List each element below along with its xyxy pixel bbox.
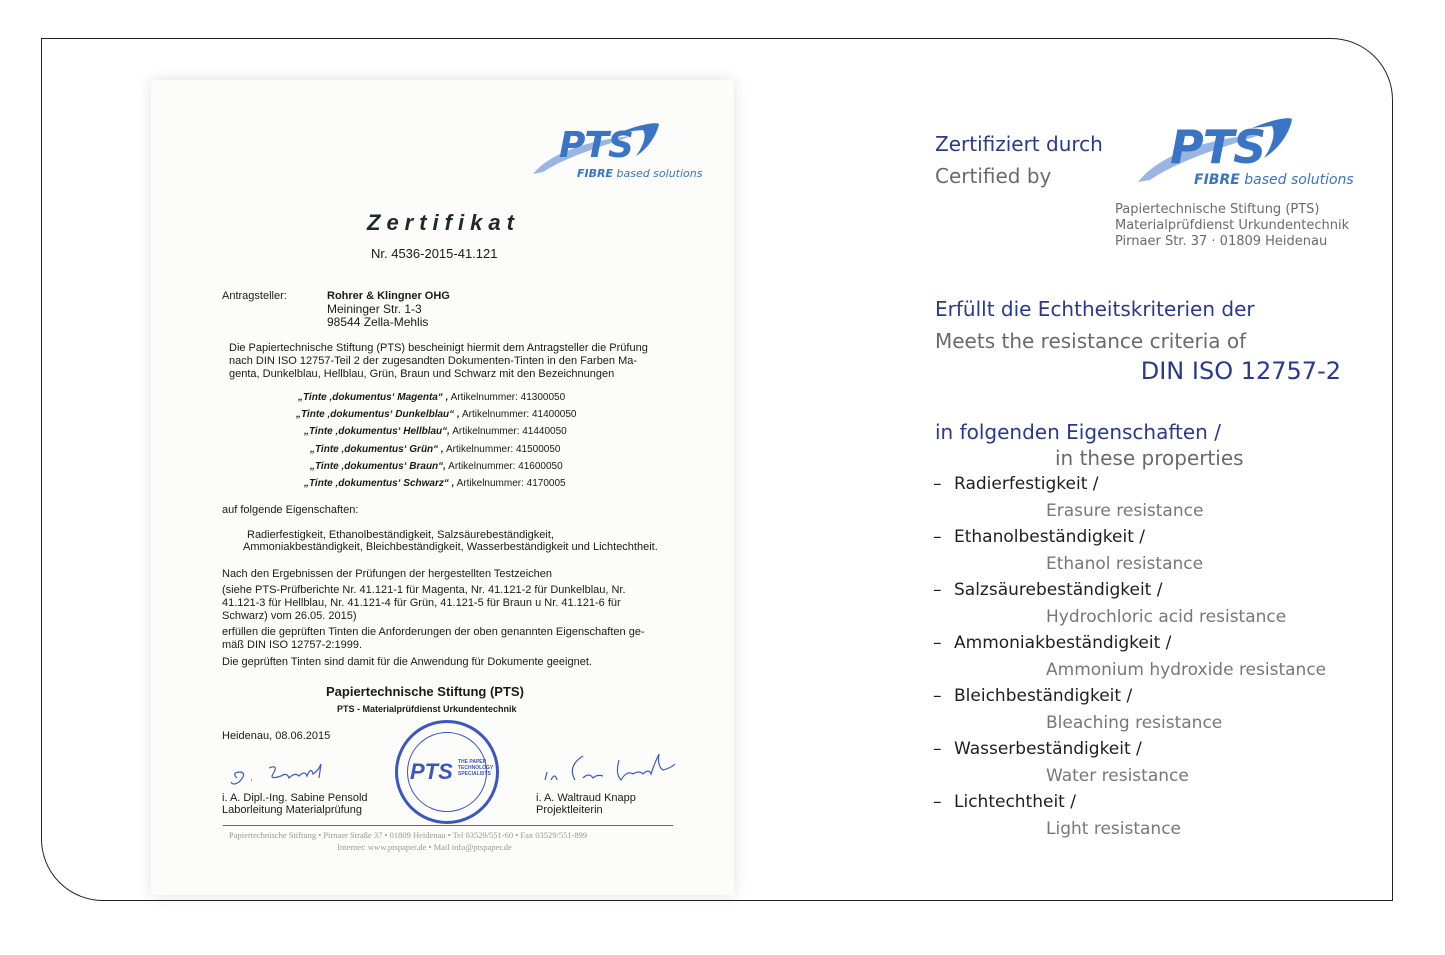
property-de: Lichtechtheit /: [954, 792, 1076, 812]
standard-name: DIN ISO 12757-2: [1140, 357, 1341, 385]
dash-icon: –: [933, 739, 942, 759]
property-de: Ethanolbeständigkeit /: [954, 527, 1145, 547]
properties-heading-en: in these properties: [1055, 446, 1244, 470]
criteria-de: Erfüllt die Echtheitskriterien der: [935, 297, 1255, 321]
results-line: erfüllen die geprüften Tinten die Anforderungen der oben genannten Eigenschaften ge-: [222, 626, 645, 638]
property-de: Radierfestigkeit /: [954, 474, 1099, 494]
pts-logo-large: [1136, 116, 1354, 192]
applicant-label: Antragsteller:: [222, 290, 287, 302]
certificate-document: [151, 80, 734, 895]
property-en: Hydrochloric acid resistance: [1046, 607, 1287, 627]
product-item: „Tinte ‚dokumentus‘ Dunkelblau“ , Artikelnummer: 41400050: [296, 409, 577, 420]
property-en: Water resistance: [1046, 766, 1189, 786]
property-en: Ammonium hydroxide resistance: [1046, 660, 1327, 680]
footer-divider: [223, 825, 673, 826]
properties-line: Ammoniakbeständigkeit, Bleichbeständigkeit, Wasserbeständigkeit und Lichtechtheit.: [243, 541, 658, 553]
official-stamp: PTS THE PAPER TECHNOLOGY SPECIALISTS: [395, 720, 499, 824]
properties-line: Radierfestigkeit, Ethanolbeständigkeit, Salzsäurebeständigkeit,: [247, 529, 554, 541]
footer-line: Papiertechnische Stiftung • Pirnaer Straße 37 • 01809 Heidenau • Tel 03529/551-60 • Fax 03529/551-899: [229, 830, 588, 840]
results-line: Nach den Ergebnissen der Prüfungen der hergestellten Testzeichen: [222, 568, 553, 580]
property-en: Light resistance: [1046, 819, 1182, 839]
property-de: Ammoniakbeständigkeit /: [954, 633, 1172, 653]
intro-line: Die Papiertechnische Stiftung (PTS) bescheinigt hiermit dem Antragsteller die Prüfung: [229, 342, 648, 354]
property-en: Bleaching resistance: [1046, 713, 1223, 733]
property-en: Ethanol resistance: [1046, 554, 1204, 574]
signer-1-title: Laborleitung Materialprüfung: [222, 804, 363, 816]
certificate-number: Nr. 4536-2015-41.121: [371, 246, 498, 261]
dash-icon: –: [933, 686, 942, 706]
certified-by-de: Zertifiziert durch: [935, 132, 1103, 156]
product-item: „Tinte ‚dokumentus‘ Braun“, Artikelnummer: 41600050: [310, 461, 563, 472]
property-de: Salzsäurebeständigkeit /: [954, 580, 1163, 600]
dash-icon: –: [933, 527, 942, 547]
dash-icon: –: [933, 792, 942, 812]
applicant-city: 98544 Zella-Mehlis: [327, 315, 429, 329]
product-item: „Tinte ‚dokumentus‘ Schwarz“ , Artikelnummer: 4170005: [304, 478, 566, 489]
property-en: Erasure resistance: [1046, 501, 1204, 521]
properties-label: auf folgende Eigenschaften:: [222, 504, 359, 516]
certified-by-en: Certified by: [935, 164, 1052, 188]
property-de: Bleichbeständigkeit /: [954, 686, 1133, 706]
dash-icon: –: [933, 580, 942, 600]
results-line: mäß DIN ISO 12757-2:1999.: [222, 639, 363, 651]
logo-brand: PTS: [1170, 120, 1266, 174]
logo-tagline: FIBRE based solutions: [1194, 172, 1354, 188]
logo-tagline: FIBRE based solutions: [577, 167, 703, 180]
product-item: „Tinte ‚dokumentus‘ Grün“ , Artikelnummer: 41500050: [310, 444, 561, 455]
place-date: Heidenau, 08.06.2015: [222, 730, 331, 742]
certificate-title: Zertifikat: [367, 210, 520, 235]
product-item: „Tinte ‚dokumentus‘ Hellblau“, Artikelnummer: 41440050: [304, 426, 567, 437]
logo-brand: PTS: [559, 125, 633, 166]
results-line: Die geprüften Tinten sind damit für die Anwendung für Dokumente geeignet.: [222, 656, 592, 668]
dash-icon: –: [933, 474, 942, 494]
address-line: Papiertechnische Stiftung (PTS): [1115, 202, 1320, 217]
pts-logo: [531, 122, 701, 182]
signer-2-title: Projektleiterin: [536, 804, 603, 816]
dash-icon: –: [933, 633, 942, 653]
signer-2-name: i. A. Waltraud Knapp: [536, 792, 636, 804]
org-dept: PTS - Materialprüfdienst Urkundentechnik: [337, 704, 517, 714]
org-name: Papiertechnische Stiftung (PTS): [326, 684, 524, 699]
results-line: 41.121-3 für Hellblau, Nr. 41.121-4 für Grün, 41.121-5 für Braun u Nr. 41.121-6 für: [222, 597, 621, 609]
applicant-name: Rohrer & Klingner OHG: [327, 290, 450, 302]
property-de: Wasserbeständigkeit /: [954, 739, 1142, 759]
footer-line: Internet: www.ptspaper.de • Mail info@ptspaper.de: [337, 842, 512, 852]
address-line: Materialprüfdienst Urkundentechnik: [1115, 218, 1350, 233]
signature-2: [539, 750, 679, 786]
intro-line: genta, Dunkelblau, Hellblau, Grün, Braun und Schwarz mit den Bezeichnungen: [229, 368, 615, 380]
properties-heading-de: in folgenden Eigenschaften /: [935, 420, 1221, 444]
results-line: (siehe PTS-Prüfberichte Nr. 41.121-1 für Magenta, Nr. 41.121-2 für Dunkelblau, Nr.: [222, 584, 626, 596]
applicant-street: Meininger Str. 1-3: [327, 302, 422, 316]
signature-1: [229, 758, 349, 788]
signer-1-name: i. A. Dipl.-Ing. Sabine Pensold: [222, 792, 368, 804]
intro-line: nach DIN ISO 12757-Teil 2 der zugesandten Dokumenten-Tinten in den Farben Ma-: [229, 355, 638, 367]
product-item: „Tinte ‚dokumentus‘ Magenta“ , Artikelnummer: 41300050: [298, 392, 566, 403]
address-line: Pirnaer Str. 37 · 01809 Heidenau: [1115, 234, 1328, 249]
results-line: Schwarz) vom 26.05. 2015): [222, 610, 357, 622]
criteria-en: Meets the resistance criteria of: [935, 329, 1247, 353]
